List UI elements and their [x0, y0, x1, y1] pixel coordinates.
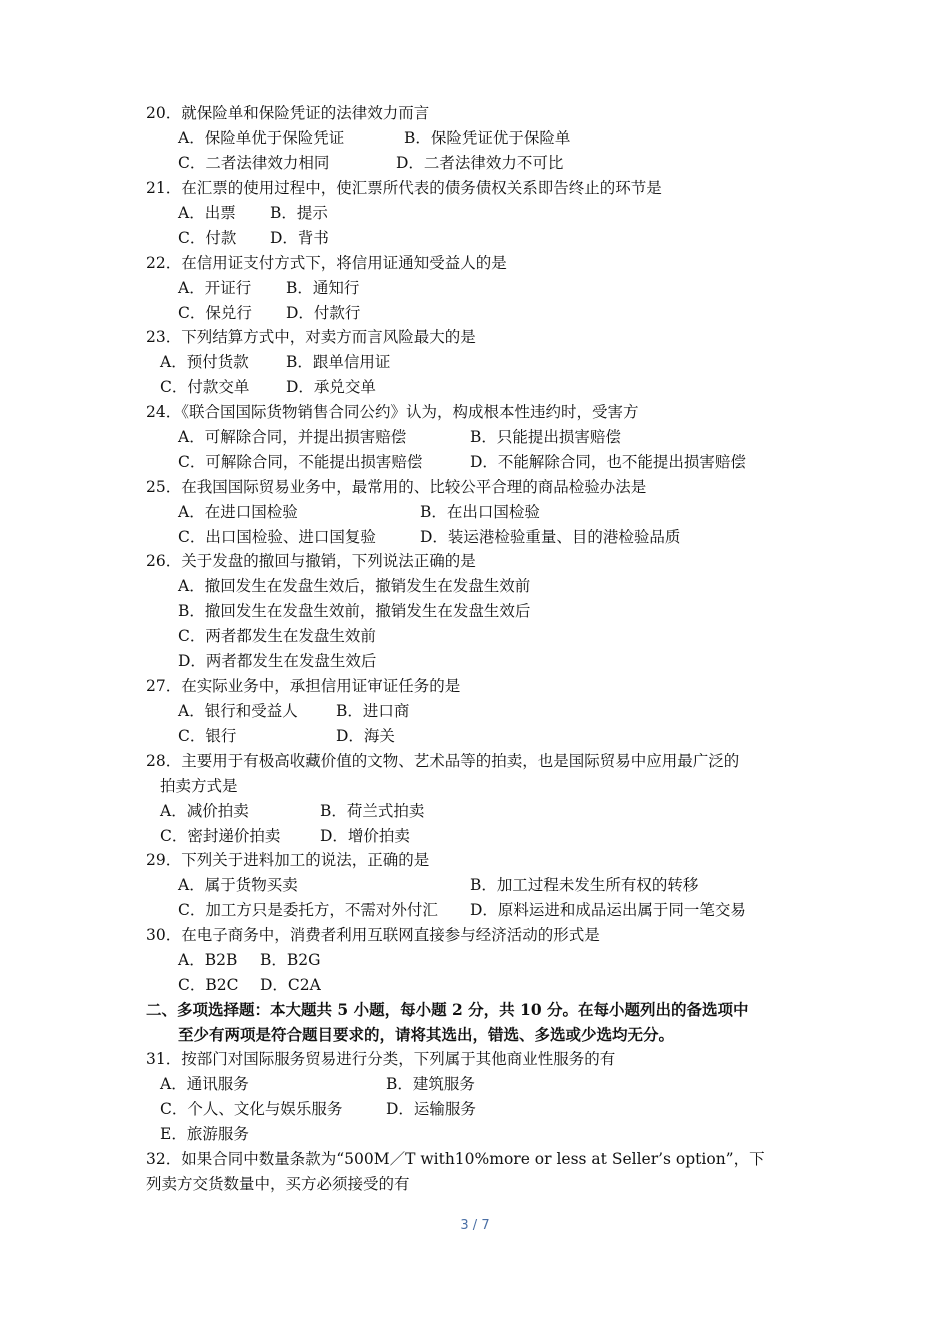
option-d: D．付款行 — [286, 304, 361, 322]
option-c: C．付款交单 — [160, 378, 250, 396]
option-b: B．进口商 — [336, 702, 410, 720]
question-30-stem: 30．在电子商务中，消费者利用互联网直接参与经济活动的形式是 — [146, 926, 600, 944]
option-a: A．银行和受益人 — [178, 702, 298, 720]
option-a: A．出票 — [178, 204, 236, 222]
question-21-options-row-2 — [178, 228, 329, 248]
option-d: D．C2A — [260, 976, 321, 994]
question-21-stem: 21．在汇票的使用过程中，使汇票所代表的债务债权关系即告终止的环节是 — [146, 179, 662, 197]
option-a: A．预付货款 — [160, 353, 249, 371]
question-30-options-row-1 — [178, 950, 321, 970]
question-24-options-row-2 — [178, 452, 746, 472]
option-d: D．原料运进和成品运出属于同一笔交易 — [470, 901, 746, 919]
option-a: A．通讯服务 — [160, 1075, 249, 1093]
question-26-stem: 26．关于发盘的撤回与撤销，下列说法正确的是 — [146, 552, 476, 570]
option-c: C．银行 — [178, 727, 237, 745]
question-20-options-row-1 — [178, 128, 571, 148]
option-c: C．密封递价拍卖 — [160, 827, 281, 845]
option-d: D．背书 — [270, 229, 329, 247]
question-32-stem: 32．如果合同中数量条款为“500M／T with10%more or less at Seller’s option”，下 — [146, 1150, 765, 1168]
option-c: C．保兑行 — [178, 304, 252, 322]
question-31-options-row-2 — [160, 1099, 476, 1119]
question-26-option-a: A．撤回发生在发盘生效后，撤销发生在发盘生效前 — [178, 577, 531, 595]
option-d: D．运输服务 — [386, 1100, 476, 1118]
question-23-options-row-1 — [160, 352, 391, 372]
question-28-stem-continued: 拍卖方式是 — [160, 777, 238, 795]
option-b: B．跟单信用证 — [286, 353, 391, 371]
question-29-options-row-2 — [178, 900, 746, 920]
option-c: C．付款 — [178, 229, 237, 247]
option-a: A．B2B — [178, 951, 238, 969]
question-24-options-row-1 — [178, 427, 621, 447]
option-c: C．B2C — [178, 976, 239, 994]
option-d: D．增价拍卖 — [320, 827, 410, 845]
question-25-stem: 25．在我国国际贸易业务中，最常用的、比较公平合理的商品检验办法是 — [146, 478, 647, 496]
question-27-options-row-2 — [178, 726, 395, 746]
question-28-stem: 28．主要用于有极高收藏价值的文物、艺术品等的拍卖，也是国际贸易中应用最广泛的 — [146, 752, 740, 770]
question-22-options-row-1 — [178, 278, 360, 298]
option-c: C．可解除合同，不能提出损害赔偿 — [178, 453, 423, 471]
question-27-stem: 27．在实际业务中，承担信用证审证任务的是 — [146, 677, 461, 695]
question-29-options-row-1 — [178, 875, 699, 895]
option-c: C．二者法律效力相同 — [178, 154, 330, 172]
option-b: B．通知行 — [286, 279, 360, 297]
option-b: B．B2G — [260, 951, 321, 969]
question-28-options-row-2 — [160, 826, 410, 846]
question-29-stem: 29．下列关于进料加工的说法，正确的是 — [146, 851, 430, 869]
question-26-option-d: D．两者都发生在发盘生效后 — [178, 652, 377, 670]
option-c: C．个人、文化与娱乐服务 — [160, 1100, 343, 1118]
question-22-options-row-2 — [178, 303, 361, 323]
option-c: C．加工方只是委托方，不需对外付汇 — [178, 901, 438, 919]
option-b: B．保险凭证优于保险单 — [404, 129, 571, 147]
question-27-options-row-1 — [178, 701, 410, 721]
option-b: B．荷兰式拍卖 — [320, 802, 425, 820]
option-c: C．出口国检验、进口国复验 — [178, 528, 376, 546]
question-20-stem: 20．就保险单和保险凭证的法律效力而言 — [146, 104, 430, 122]
question-26-option-b: B．撤回发生在发盘生效前，撤销发生在发盘生效后 — [178, 602, 531, 620]
option-a: A．减价拍卖 — [160, 802, 249, 820]
section-2-heading: 二、多项选择题：本大题共 5 小题，每小题 2 分，共 10 分。在每小题列出的备选项中 — [146, 1000, 749, 1019]
option-a: A．保险单优于保险凭证 — [178, 129, 345, 147]
question-20-options-row-2 — [178, 153, 564, 173]
question-23-options-row-2 — [160, 377, 376, 397]
question-21-options-row-1 — [178, 203, 328, 223]
option-b: B．只能提出损害赔偿 — [470, 428, 621, 446]
option-a: A．在进口国检验 — [178, 503, 298, 521]
question-23-stem: 23．下列结算方式中，对卖方而言风险最大的是 — [146, 328, 476, 346]
section-2-heading-continued: 至少有两项是符合题目要求的，请将其选出，错选、多选或少选均无分。 — [178, 1025, 675, 1044]
option-d: D．海关 — [336, 727, 395, 745]
question-30-options-row-2 — [178, 975, 321, 995]
question-32-stem-continued: 列卖方交货数量中，买方必须接受的有 — [146, 1175, 410, 1193]
option-a: A．开证行 — [178, 279, 252, 297]
page-number: 3 / 7 — [460, 1218, 490, 1233]
option-b: B．在出口国检验 — [420, 503, 540, 521]
question-31-option-e: E．旅游服务 — [160, 1125, 249, 1143]
option-d: D．装运港检验重量、目的港检验品质 — [420, 528, 681, 546]
option-d: D．承兑交单 — [286, 378, 376, 396]
question-25-options-row-2 — [178, 527, 681, 547]
option-b: B．建筑服务 — [386, 1075, 475, 1093]
question-25-options-row-1 — [178, 502, 540, 522]
option-a: A．属于货物买卖 — [178, 876, 298, 894]
option-d: D．不能解除合同，也不能提出损害赔偿 — [470, 453, 746, 471]
question-28-options-row-1 — [160, 801, 425, 821]
option-a: A．可解除合同，并提出损害赔偿 — [178, 428, 407, 446]
question-24-stem: 24．《联合国国际货物销售合同公约》认为，构成根本性违约时，受害方 — [146, 403, 639, 421]
question-22-stem: 22．在信用证支付方式下，将信用证通知受益人的是 — [146, 254, 507, 272]
question-31-options-row-1 — [160, 1074, 475, 1094]
question-26-option-c: C．两者都发生在发盘生效前 — [178, 627, 376, 645]
option-b: B．提示 — [270, 204, 328, 222]
option-d: D．二者法律效力不可比 — [396, 154, 564, 172]
option-b: B．加工过程未发生所有权的转移 — [470, 876, 699, 894]
question-31-stem: 31．按部门对国际服务贸易进行分类，下列属于其他商业性服务的有 — [146, 1050, 616, 1068]
